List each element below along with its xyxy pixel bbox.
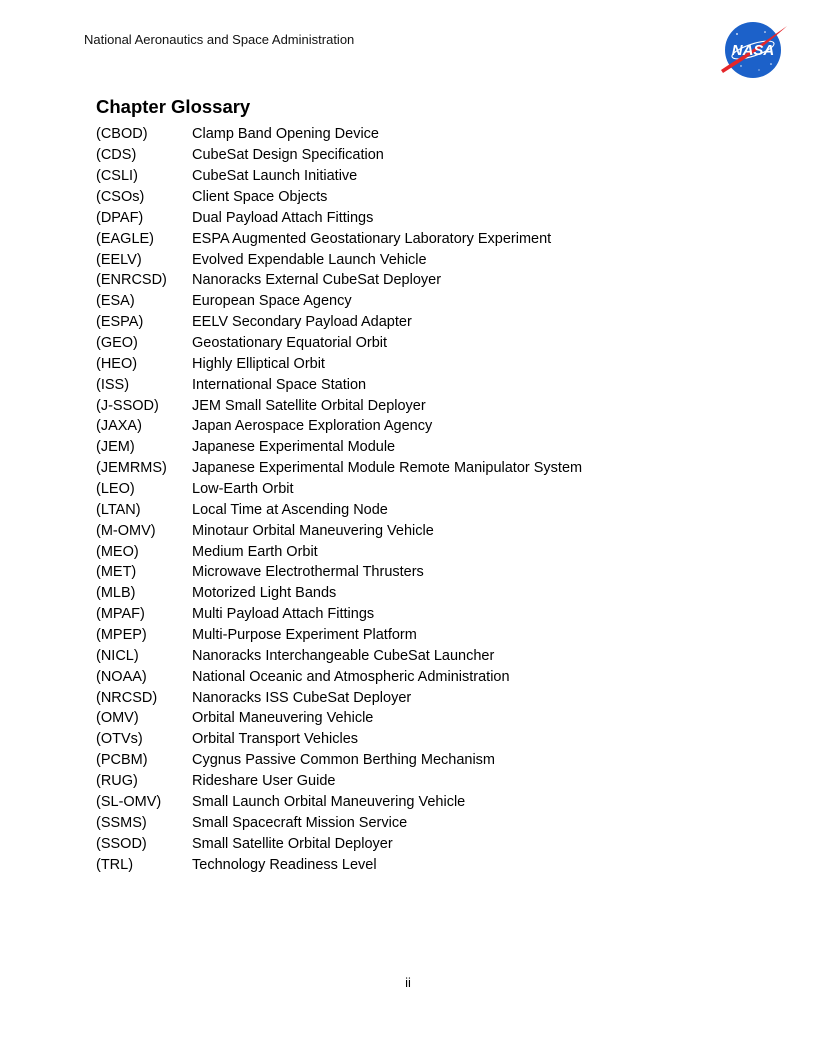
glossary-list <box>96 124 582 875</box>
glossary-entry <box>96 228 582 249</box>
glossary-entry <box>96 729 582 750</box>
glossary-term: Nanoracks External CubeSat Deployer <box>192 272 442 289</box>
glossary-abbreviation: (ENRCSD) <box>96 272 167 289</box>
glossary-term: JEM Small Satellite Orbital Deployer <box>192 397 426 414</box>
header-organization: National Aeronautics and Space Administration <box>84 32 355 47</box>
glossary-abbreviation: (JAXA) <box>96 418 142 435</box>
glossary-abbreviation: (OTVs) <box>96 731 143 748</box>
glossary-abbreviation: (MET) <box>96 564 137 581</box>
glossary-entry <box>96 562 582 583</box>
glossary-abbreviation: (MPAF) <box>96 606 145 623</box>
glossary-term: Highly Elliptical Orbit <box>192 355 325 372</box>
glossary-entry <box>96 249 582 270</box>
glossary-entry <box>96 625 582 646</box>
glossary-entry <box>96 187 582 208</box>
glossary-term: Orbital Maneuvering Vehicle <box>192 710 374 727</box>
glossary-abbreviation: (NRCSD) <box>96 689 158 706</box>
glossary-abbreviation: (JEM) <box>96 439 135 456</box>
glossary-term: International Space Station <box>192 376 367 393</box>
glossary-term: Local Time at Ascending Node <box>192 501 388 518</box>
glossary-term: Japanese Experimental Module <box>192 439 396 456</box>
glossary-abbreviation: (RUG) <box>96 773 138 790</box>
glossary-term: Nanoracks ISS CubeSat Deployer <box>192 689 412 706</box>
glossary-term: Small Spacecraft Mission Service <box>192 814 408 831</box>
logo-text: NASA <box>731 42 775 59</box>
glossary-term: Motorized Light Bands <box>192 585 337 602</box>
glossary-entry <box>96 437 582 458</box>
glossary-abbreviation: (NICL) <box>96 647 139 664</box>
glossary-term: National Oceanic and Atmospheric Administration <box>192 668 510 685</box>
glossary-entry <box>96 416 582 437</box>
glossary-term: Multi-Purpose Experiment Platform <box>192 627 417 644</box>
glossary-abbreviation: (SSMS) <box>96 814 147 831</box>
glossary-abbreviation: (SL-OMV) <box>96 793 162 810</box>
glossary-abbreviation: (OMV) <box>96 710 139 727</box>
glossary-term: Japanese Experimental Module Remote Manipulator System <box>192 460 583 477</box>
glossary-entry <box>96 166 582 187</box>
glossary-entry <box>96 833 582 854</box>
glossary-term: Cygnus Passive Common Berthing Mechanism <box>192 752 496 769</box>
glossary-entry <box>96 854 582 875</box>
glossary-entry <box>96 666 582 687</box>
glossary-abbreviation: (GEO) <box>96 335 138 352</box>
glossary-abbreviation: (MPEP) <box>96 627 147 644</box>
glossary-term: Nanoracks Interchangeable CubeSat Launcher <box>192 647 495 664</box>
glossary-entry <box>96 645 582 666</box>
glossary-entry <box>96 374 582 395</box>
glossary-entry <box>96 750 582 771</box>
glossary-entry <box>96 812 582 833</box>
glossary-abbreviation: (CBOD) <box>96 126 148 143</box>
chapter-title: Chapter Glossary <box>96 96 251 117</box>
glossary-abbreviation: (CSLI) <box>96 168 138 185</box>
glossary-abbreviation: (LTAN) <box>96 501 141 518</box>
glossary-term: Technology Readiness Level <box>192 856 377 873</box>
glossary-abbreviation: (EELV) <box>96 251 142 268</box>
glossary-entry <box>96 207 582 228</box>
glossary-term: Multi Payload Attach Fittings <box>192 606 375 623</box>
glossary-term: Minotaur Orbital Maneuvering Vehicle <box>192 522 434 539</box>
glossary-term: Orbital Transport Vehicles <box>192 731 359 748</box>
glossary-entry <box>96 687 582 708</box>
glossary-entry <box>96 395 582 416</box>
glossary-abbreviation: (JEMRMS) <box>96 460 167 477</box>
glossary-abbreviation: (PCBM) <box>96 752 148 769</box>
glossary-term: ESPA Augmented Geostationary Laboratory Experiment <box>192 230 552 247</box>
glossary-entry <box>96 583 582 604</box>
glossary-term: Clamp Band Opening Device <box>192 126 379 143</box>
glossary-entry <box>96 479 582 500</box>
glossary-entry <box>96 520 582 541</box>
glossary-entry <box>96 458 582 479</box>
glossary-abbreviation: (ESPA) <box>96 314 144 331</box>
page-number: ii <box>405 975 411 990</box>
glossary-abbreviation: (LEO) <box>96 481 135 498</box>
glossary-term: Client Space Objects <box>192 189 328 205</box>
glossary-term: Dual Payload Attach Fittings <box>192 209 374 226</box>
glossary-term: Low-Earth Orbit <box>192 481 294 498</box>
glossary-term: Small Satellite Orbital Deployer <box>192 835 393 852</box>
glossary-term: European Space Agency <box>192 293 352 310</box>
glossary-term: CubeSat Design Specification <box>192 147 384 164</box>
glossary-abbreviation: (NOAA) <box>96 668 147 685</box>
glossary-term: Rideshare User Guide <box>192 773 336 790</box>
nasa-logo-icon <box>719 20 789 80</box>
glossary-entry <box>96 792 582 813</box>
glossary-abbreviation: (CDS) <box>96 147 137 164</box>
glossary-entry <box>96 353 582 374</box>
glossary-abbreviation: (MEO) <box>96 543 139 560</box>
glossary-term: Small Launch Orbital Maneuvering Vehicle <box>192 793 466 810</box>
glossary-term: Microwave Electrothermal Thrusters <box>192 564 424 581</box>
glossary-abbreviation: (MLB) <box>96 585 136 602</box>
glossary-abbreviation: (ISS) <box>96 376 130 393</box>
glossary-entry <box>96 333 582 354</box>
glossary-abbreviation: (TRL) <box>96 856 134 873</box>
glossary-entry <box>96 771 582 792</box>
glossary-entry <box>96 270 582 291</box>
glossary-abbreviation: (J-SSOD) <box>96 397 159 414</box>
glossary-abbreviation: (DPAF) <box>96 209 144 226</box>
glossary-entry <box>96 541 582 562</box>
glossary-entry <box>96 124 582 145</box>
glossary-abbreviation: (ESA) <box>96 293 135 310</box>
glossary-term: Japan Aerospace Exploration Agency <box>192 418 433 435</box>
glossary-term: Evolved Expendable Launch Vehicle <box>192 251 427 268</box>
glossary-entry <box>96 145 582 166</box>
glossary-term: Geostationary Equatorial Orbit <box>192 335 388 352</box>
glossary-term: Medium Earth Orbit <box>192 543 318 560</box>
glossary-abbreviation: (HEO) <box>96 355 138 372</box>
glossary-entry <box>96 604 582 625</box>
glossary-abbreviation: (EAGLE) <box>96 230 155 247</box>
glossary-abbreviation: (SSOD) <box>96 835 147 852</box>
glossary-entry <box>96 708 582 729</box>
glossary-entry <box>96 312 582 333</box>
glossary-abbreviation: (M-OMV) <box>96 522 156 539</box>
glossary-entry <box>96 499 582 520</box>
glossary-term: EELV Secondary Payload Adapter <box>192 314 412 331</box>
glossary-term: CubeSat Launch Initiative <box>192 168 358 185</box>
glossary-entry <box>96 291 582 312</box>
glossary-abbreviation: (CSOs) <box>96 189 145 205</box>
